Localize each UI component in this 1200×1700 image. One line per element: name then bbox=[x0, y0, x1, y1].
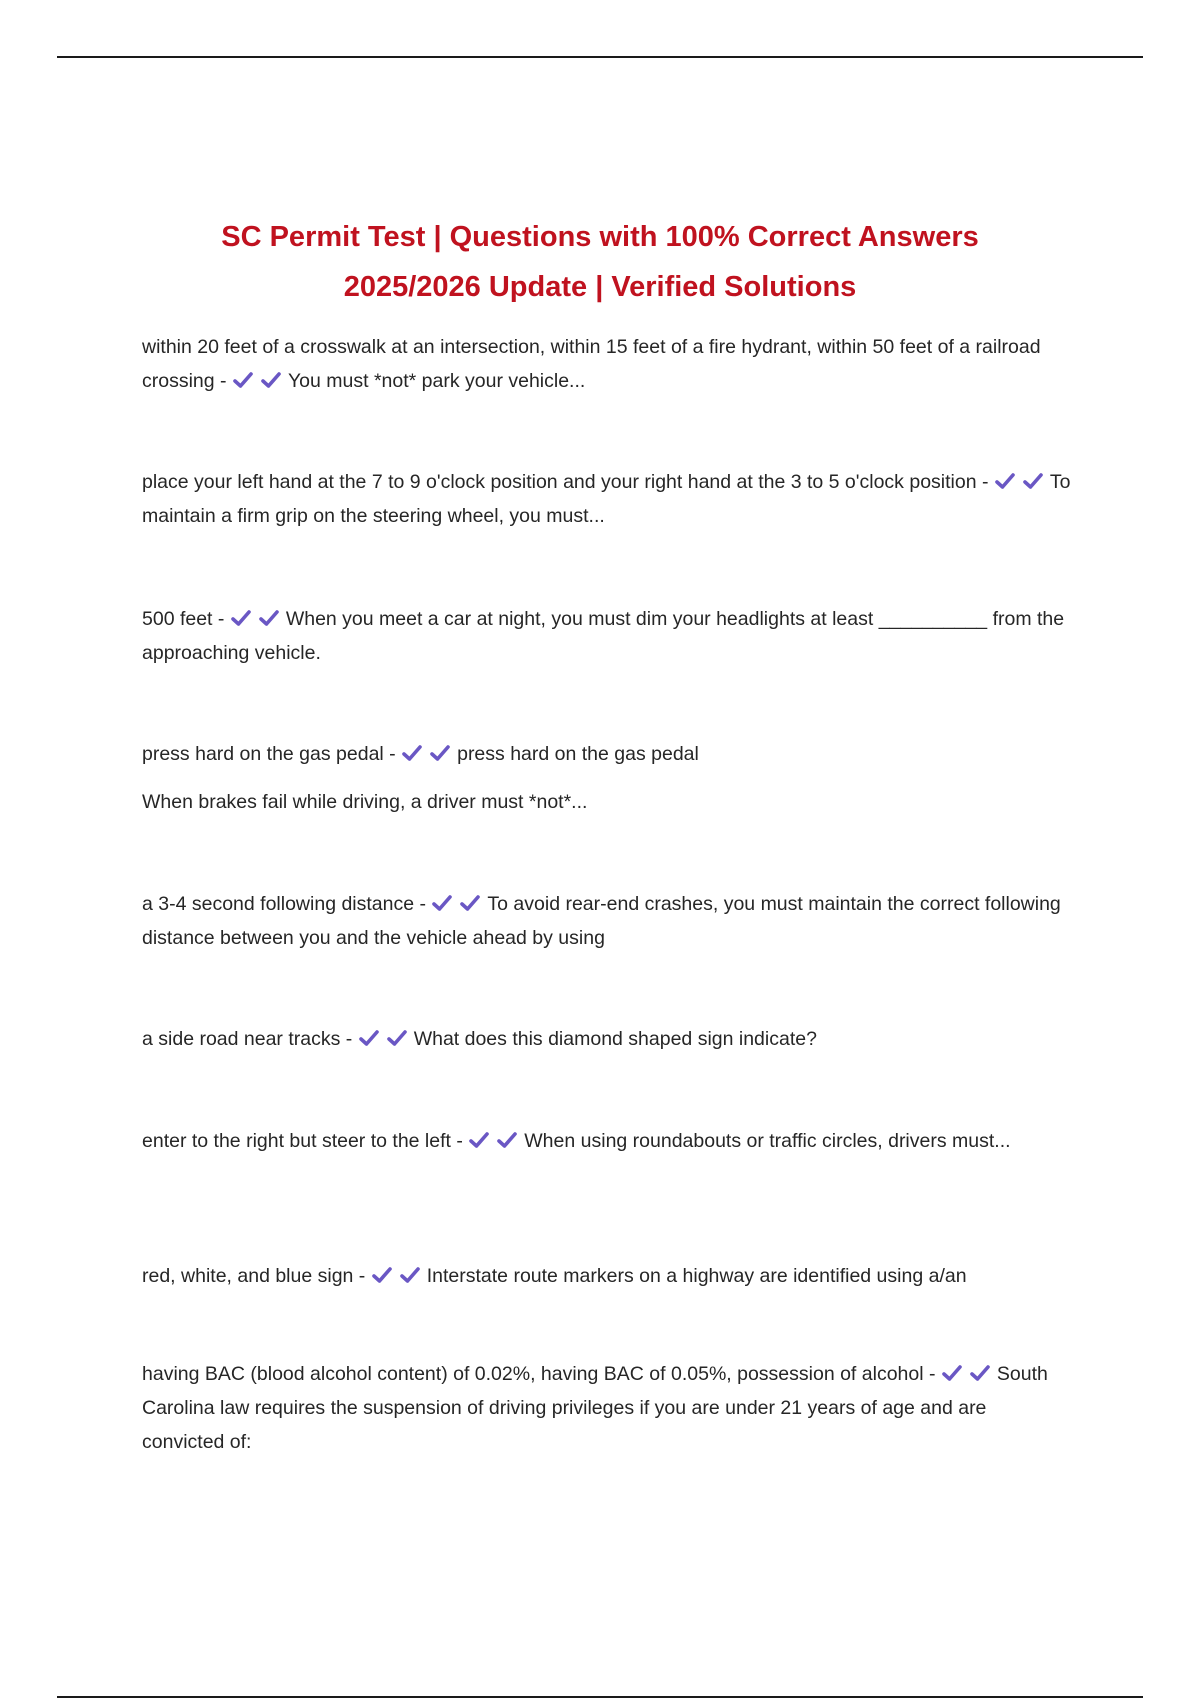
check-icon bbox=[258, 608, 280, 628]
answer-text: 500 feet - bbox=[142, 608, 225, 630]
question-text: To avoid rear-end crashes, you must maintain the correct following distance between you and the vehicle ahead by using bbox=[142, 893, 1061, 949]
check-icon bbox=[1022, 471, 1044, 491]
check-icon bbox=[994, 471, 1016, 491]
qa-item bbox=[142, 330, 1072, 398]
check-icon bbox=[941, 1363, 963, 1383]
check-icon bbox=[386, 1028, 408, 1048]
question-text: What does this diamond shaped sign indicate? bbox=[413, 1028, 817, 1050]
extra-text: When brakes fail while driving, a driver must *not*... bbox=[142, 791, 588, 813]
check-icon bbox=[232, 370, 254, 390]
check-icon bbox=[431, 893, 453, 913]
question-text: press hard on the gas pedal bbox=[457, 743, 699, 765]
check-icon bbox=[399, 1265, 421, 1285]
question-text: When using roundabouts or traffic circles, drivers must... bbox=[524, 1130, 1011, 1152]
check-icon bbox=[969, 1363, 991, 1383]
title-line-2: 2025/2026 Update | Verified Solutions bbox=[343, 271, 857, 303]
answer-text: a 3-4 second following distance - bbox=[142, 893, 426, 915]
question-text: To maintain a firm grip on the steering wheel, you must... bbox=[142, 471, 1071, 527]
check-icon bbox=[230, 608, 252, 628]
qa-item bbox=[142, 1022, 1072, 1056]
answer-text: red, white, and blue sign - bbox=[142, 1265, 366, 1287]
title-line-1: SC Permit Test | Questions with 100% Correct Answers bbox=[221, 221, 979, 253]
check-icon bbox=[358, 1028, 380, 1048]
qa-item bbox=[142, 1357, 1072, 1459]
answer-text: having BAC (blood alcohol content) of 0.02%, having BAC of 0.05%, possession of alcohol - bbox=[142, 1363, 936, 1385]
answer-text: a side road near tracks - bbox=[142, 1028, 353, 1050]
check-icon bbox=[371, 1265, 393, 1285]
question-text: Interstate route markers on a highway are identified using a/an bbox=[426, 1265, 967, 1287]
qa-item bbox=[142, 887, 1072, 955]
check-icon bbox=[401, 743, 423, 763]
answer-line bbox=[142, 737, 1072, 771]
qa-item bbox=[142, 737, 1072, 819]
answer-text: enter to the right but steer to the left - bbox=[142, 1130, 463, 1152]
document-title bbox=[80, 212, 1120, 312]
qa-item bbox=[142, 602, 1072, 670]
answer-text: place your left hand at the 7 to 9 o'clock position and your right hand at the 3 to 5 o'clock position - bbox=[142, 471, 989, 493]
bottom-rule bbox=[57, 1696, 1143, 1698]
qa-item bbox=[142, 1124, 1072, 1158]
top-rule bbox=[57, 56, 1143, 58]
check-icon bbox=[468, 1130, 490, 1150]
question-text: When you meet a car at night, you must dim your headlights at least __________ from the approaching vehicle. bbox=[142, 608, 1065, 664]
question-text: You must *not* park your vehicle... bbox=[287, 370, 586, 392]
check-icon bbox=[496, 1130, 518, 1150]
check-icon bbox=[459, 893, 481, 913]
qa-item bbox=[142, 465, 1072, 533]
check-icon bbox=[260, 370, 282, 390]
answer-text: press hard on the gas pedal - bbox=[142, 743, 396, 765]
question-text: South Carolina law requires the suspension of driving privileges if you are under 21 years of age and are convicted of: bbox=[142, 1363, 1048, 1453]
qa-item bbox=[142, 1259, 1072, 1293]
answer-text: within 20 feet of a crosswalk at an intersection, within 15 feet of a fire hydrant, within 50 feet of a railroad crossing - bbox=[142, 336, 1041, 392]
check-icon bbox=[429, 743, 451, 763]
